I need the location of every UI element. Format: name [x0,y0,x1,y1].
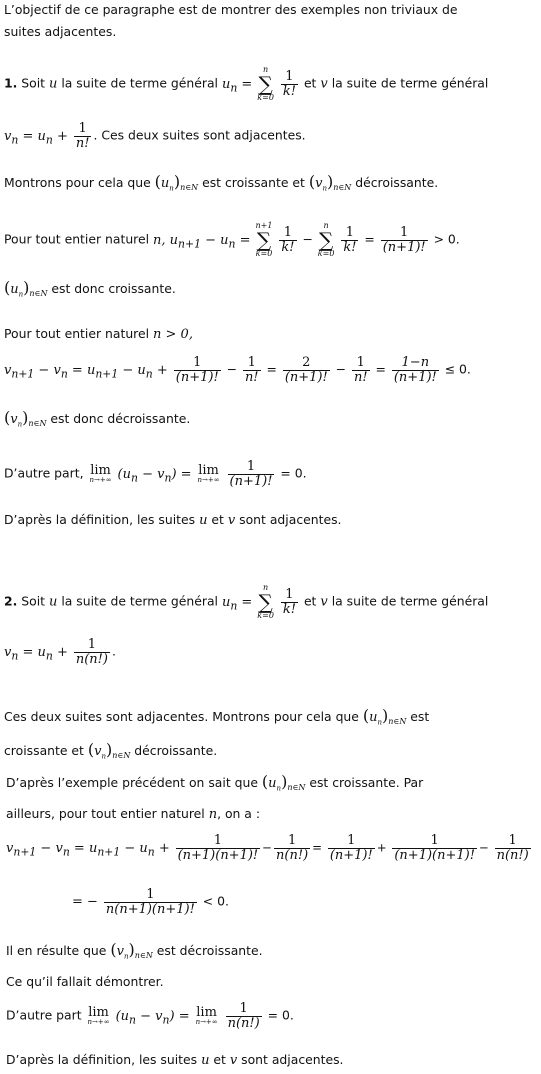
ex1-line-9: D’autre part, lim n→+∞ $(u_n - v_n)$ = lim n→+∞ $\frac{1}{(n+1)!}$ = 0. [4,459,307,489]
ex1-line-3: Montrons pour cela que $(u_n)_{n\in N}$ est croissante et $(v_n)_{n\in N}$ décroissante. [4,172,439,193]
ex2-line-12: D’après la définition, les suites u et v sont adjacentes. [6,1052,344,1068]
ex2-number: 2. [4,593,18,609]
ex1-number: 1. [4,75,18,91]
ex2-line-10: Ce qu’il fallait démontrer. [6,974,164,989]
intro-line-2: suites adjacentes. [4,24,117,39]
ex1-line-10: D’après la définition, les suites u et v sont adjacentes. [4,512,342,528]
ex2-line-3: Ces deux suites sont adjacentes. Montrons pour cela que $(u_n)_{n\in N}$ est [4,706,430,727]
ex1-line-1: 1. Soit u la suite de terme général $u_n$ = n ∑ k=0 $\frac{1}{k!}$ et v la suite de terme général [4,65,489,102]
ex2-line-8: = − $\frac{1}{n(n+1)(n+1)!}$ < 0. [72,887,229,917]
ex1-line-5: $(u_n)_{n\in N}$ est donc croissante. [4,278,176,299]
intro-line-1: L’objectif de ce paragraphe est de montrer des exemples non triviaux de [4,2,458,17]
ex1-line-2: $v_n = u_n$ + $\frac{1}{n!}$ . Ces deux suites sont adjacentes. [4,121,306,151]
ex2-line-9: Il en résulte que $(v_n)_{n\in N}$ est décroissante. [6,940,263,961]
ex2-line-1: 2. Soit u la suite de terme général $u_n$ = n ∑ k=0 $\frac{1}{k!}$ et v la suite de terme général [4,583,489,620]
ex2-line-5: D’après l’exemple précédent on sait que $(u_n)_{n\in N}$ est croissante. Par [6,772,424,793]
ex1-line-4: Pour tout entier naturel n, $u_{n+1} - u_n$ = n+1 ∑ k=0 $\frac{1}{k!}$ − n ∑ k=0 $\frac{1}{k!}$ = $\frac{1}{(n+1)!}$ > 0. [4,221,460,258]
ex1-line-8: $(v_n)_{n\in N}$ est donc décroissante. [4,408,191,429]
ex2-line-2: $v_n = u_n$ + $\frac{1}{n(n!)}$ . [4,637,116,667]
ex1-line-7: $v_{n+1} - v_n = u_{n+1} - u_n$ + $\frac{1}{(n+1)!}$ − $\frac{1}{n!}$ = $\frac{2}{(n+1)!}$ − $\frac{1}{n!}$ = $\frac{1-n}{(n+1)!}$ ≤ 0. [4,355,471,385]
ex2-line-6: ailleurs, pour tout entier naturel n, on a : [6,806,261,822]
ex2-line-4: croissante et $(v_n)_{n\in N}$ décroissante. [4,740,218,761]
ex1-line-6: Pour tout entier naturel n > 0, [4,326,193,342]
ex2-line-7: $v_{n+1} - v_n = u_{n+1} - u_n$ + $\frac{1}{(n+1)(n+1)!}$ − $\frac{1}{n(n!)}$ = $\frac{1}{(n+1)!}$ + $\frac{1}{(n+1)(n+1)!}$ − $\frac{1}{n(n!)}$ [6,833,529,863]
ex2-line-11: D’autre part lim n→+∞ $(u_n - v_n)$ = lim n→+∞ $\frac{1}{n(n!)}$ = 0. [6,1001,294,1031]
